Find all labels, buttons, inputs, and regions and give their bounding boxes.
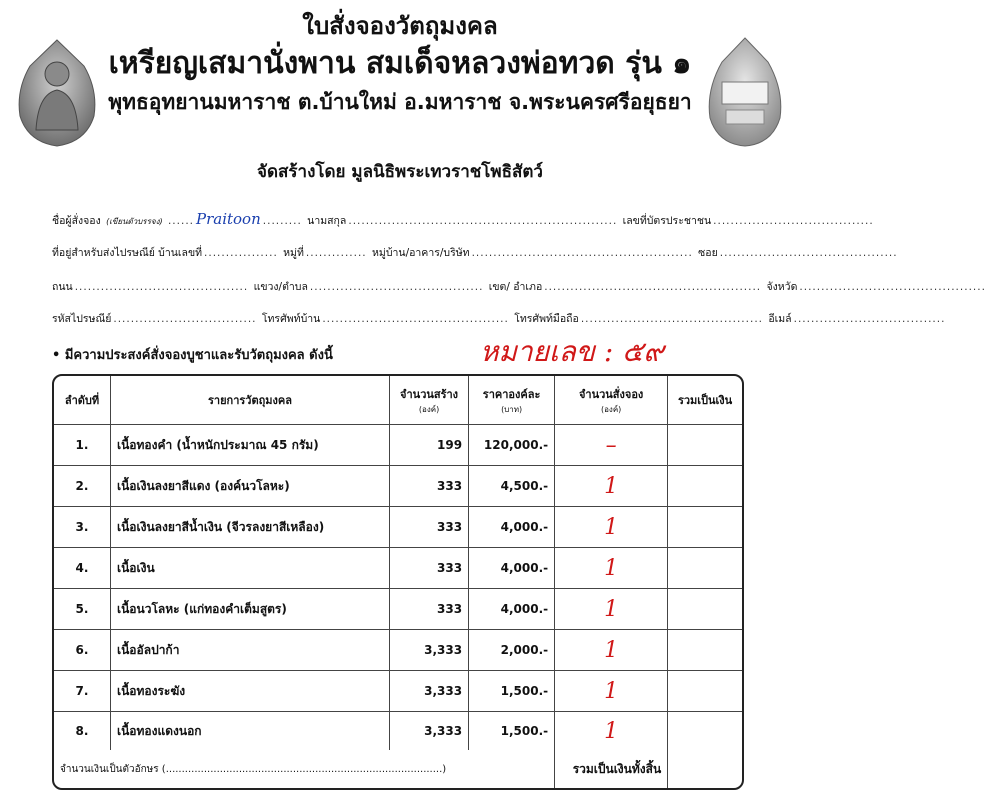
row-order-qty[interactable]: 1 <box>555 671 668 712</box>
home-phone-input[interactable]: ........................................... <box>322 313 509 325</box>
header-order: จำนวนสั่งจอง (องค์) <box>555 376 668 425</box>
row-order-qty[interactable]: 1 <box>555 589 668 630</box>
road-input[interactable]: ........................................ <box>74 281 249 293</box>
village-input[interactable]: ................................................... <box>471 247 693 259</box>
table-footer-row <box>54 750 742 788</box>
row-no: 7. <box>54 671 111 712</box>
grand-total-input[interactable] <box>668 750 742 788</box>
form-row-address <box>52 244 898 261</box>
mobile-label: โทรศัพท์มือถือ <box>514 313 579 325</box>
row-total-input[interactable] <box>668 589 742 630</box>
order-intro: • มีความประสงค์สั่งจองบูชาและรับวัตถุมงคล ดังนี้ <box>52 348 333 363</box>
table-row <box>54 507 742 548</box>
subdistrict-label: แขวง/ตำบล <box>253 281 308 293</box>
form-row-road <box>52 278 986 295</box>
row-no: 6. <box>54 630 111 671</box>
table-row <box>54 589 742 630</box>
row-price: 120,000.- <box>469 425 555 466</box>
province-label: จังหวัด <box>766 281 798 293</box>
row-order-qty[interactable]: 1 <box>555 548 668 589</box>
row-no: 5. <box>54 589 111 630</box>
table-row <box>54 671 742 712</box>
id-input[interactable]: ..................................... <box>713 215 874 227</box>
row-price: 4,000.- <box>469 507 555 548</box>
grand-total-label: รวมเป็นเงินทั้งสิ้น <box>555 750 668 788</box>
header-no: ลำดับที่ <box>54 376 111 425</box>
surname-label: นามสกุล <box>307 215 347 227</box>
house-no-input[interactable]: ................. <box>204 247 278 259</box>
row-made: 333 <box>390 507 469 548</box>
table-row <box>54 548 742 589</box>
row-item: เนื้อทองคำ (น้ำหนักประมาณ 45 กรัม) <box>111 425 390 466</box>
row-price: 4,000.- <box>469 548 555 589</box>
moo-label: หมู่ที่ <box>283 247 304 259</box>
row-order-qty[interactable]: 1 <box>555 466 668 507</box>
row-item: เนื้อเงินลงยาสีน้ำเงิน (จีวรลงยาสีเหลือง) <box>111 507 390 548</box>
row-no: 1. <box>54 425 111 466</box>
row-price: 2,000.- <box>469 630 555 671</box>
form-row-name: ชื่อผู้สั่งจอง (เขียนตัวบรรจง) ...... Praitoon ......... นามสกุล .............................................................. เลขที่บัตรประชาชน ..................................... <box>52 210 874 228</box>
row-order-qty[interactable]: 1 <box>555 712 668 750</box>
row-item: เนื้อเงินลงยาสีแดง (องค์นวโลหะ) <box>111 466 390 507</box>
row-order-qty[interactable]: – <box>555 425 668 466</box>
surname-input[interactable]: .............................................................. <box>348 215 618 227</box>
form-row-contact <box>52 310 946 327</box>
header-made: จำนวนสร้าง (องค์) <box>390 376 469 425</box>
row-no: 4. <box>54 548 111 589</box>
temple-address: พุทธอุทยานมหาราช ต.บ้านใหม่ อ.มหาราช จ.พระนครศรีอยุธยา <box>108 90 692 114</box>
moo-input[interactable]: .............. <box>305 247 367 259</box>
order-table <box>52 374 744 790</box>
id-label: เลขที่บัตรประชาชน <box>622 215 712 227</box>
row-price: 1,500.- <box>469 712 555 750</box>
row-total-input[interactable] <box>668 712 742 750</box>
row-made: 3,333 <box>390 712 469 750</box>
form-title: ใบสั่งจองวัตถุมงคล <box>302 12 498 40</box>
table-row <box>54 425 742 466</box>
row-total-input[interactable] <box>668 548 742 589</box>
row-total-input[interactable] <box>668 630 742 671</box>
name-input[interactable]: Praitoon <box>196 210 261 228</box>
home-phone-label: โทรศัพท์บ้าน <box>261 313 321 325</box>
table-row <box>54 630 742 671</box>
amount-in-words-field[interactable]: จำนวนเงินเป็นตัวอักษร (.......................................................................................) <box>54 750 555 788</box>
soi-input[interactable]: ......................................... <box>719 247 898 259</box>
postcode-label: รหัสไปรษณีย์ <box>52 313 112 325</box>
subdistrict-input[interactable]: ........................................ <box>309 281 484 293</box>
row-made: 3,333 <box>390 630 469 671</box>
postcode-input[interactable]: ................................. <box>113 313 257 325</box>
row-item: เนื้อเงิน <box>111 548 390 589</box>
row-item: เนื้อทองระฆัง <box>111 671 390 712</box>
email-input[interactable]: ................................... <box>793 313 946 325</box>
header-total: รวมเป็นเงิน <box>668 376 742 425</box>
district-label: เขต/ อำเภอ <box>488 281 543 293</box>
table-row <box>54 712 742 750</box>
row-total-input[interactable] <box>668 671 742 712</box>
row-no: 2. <box>54 466 111 507</box>
road-label: ถนน <box>52 281 73 293</box>
row-order-qty[interactable]: 1 <box>555 507 668 548</box>
row-made: 199 <box>390 425 469 466</box>
email-label: อีเมล์ <box>768 313 792 325</box>
name-hint: (เขียนตัวบรรจง) <box>106 217 163 226</box>
row-made: 333 <box>390 589 469 630</box>
row-made: 333 <box>390 466 469 507</box>
province-input[interactable]: ........................................... <box>799 281 986 293</box>
amulet-headline: เหรียญเสมานั่งพาน สมเด็จหลวงพ่อทวด รุ่น ๑ <box>108 46 692 81</box>
row-price: 1,500.- <box>469 671 555 712</box>
row-no: 3. <box>54 507 111 548</box>
handwritten-number: หมายเลข : ๕๙ <box>480 335 664 368</box>
row-total-input[interactable] <box>668 466 742 507</box>
soi-label: ซอย <box>698 247 718 259</box>
row-item: เนื้อนวโลหะ (แก่ทองคำเต็มสูตร) <box>111 589 390 630</box>
header-price: ราคาองค์ละ (บาท) <box>469 376 555 425</box>
row-total-input[interactable] <box>668 507 742 548</box>
mobile-input[interactable]: .......................................... <box>580 313 763 325</box>
header-item: รายการวัตถุมงคล <box>111 376 390 425</box>
row-order-qty[interactable]: 1 <box>555 630 668 671</box>
row-price: 4,500.- <box>469 466 555 507</box>
table-row <box>54 466 742 507</box>
row-item: เนื้อทองแดงนอก <box>111 712 390 750</box>
name-label: ชื่อผู้สั่งจอง <box>52 215 101 227</box>
row-made: 3,333 <box>390 671 469 712</box>
row-item: เนื้ออัลปาก้า <box>111 630 390 671</box>
row-total-input[interactable] <box>668 425 742 466</box>
row-no: 8. <box>54 712 111 750</box>
village-label: หมู่บ้าน/อาคาร/บริษัท <box>371 247 470 259</box>
organizer-line: จัดสร้างโดย มูลนิธิพระเทวราชโพธิสัตว์ <box>257 162 543 182</box>
row-price: 4,000.- <box>469 589 555 630</box>
address-label: ที่อยู่สำหรับส่งไปรษณีย์ บ้านเลขที่ <box>52 247 203 259</box>
row-made: 333 <box>390 548 469 589</box>
district-input[interactable]: .................................................. <box>544 281 762 293</box>
table-header-row <box>54 376 742 425</box>
